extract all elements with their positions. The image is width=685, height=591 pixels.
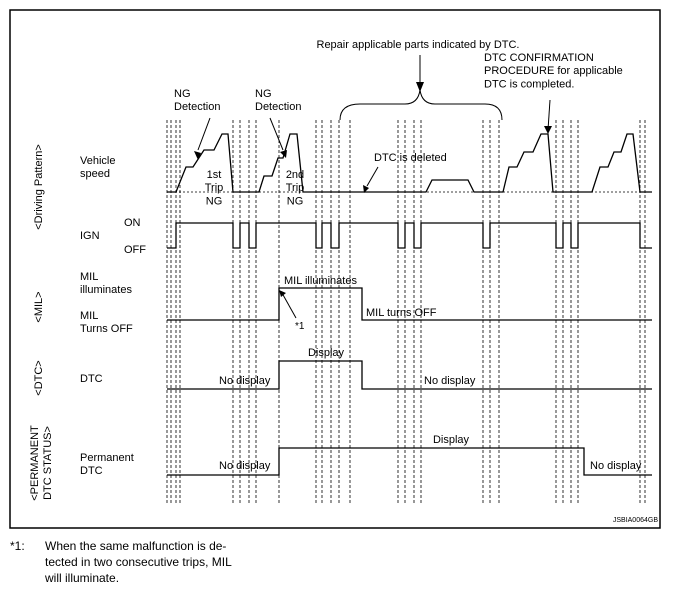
section-driving-pattern: <Driving Pattern>	[33, 144, 45, 230]
confirmation-arrow-shaft	[548, 100, 550, 130]
annotation-permanent-display: Display	[432, 434, 470, 446]
label-ign: IGN	[80, 230, 100, 242]
footnote-marker: *1:	[10, 539, 25, 553]
annotation-asterisk: *1	[295, 321, 305, 332]
annotation-dtc-display: Display	[307, 347, 345, 359]
label-permanent-dtc: Permanent DTC	[80, 452, 134, 478]
annotation-permanent-no-display-1: No display	[219, 460, 271, 472]
annotation-dtc-confirmation: DTC CONFIRMATION PROCEDURE for applicable DTC is completed.	[484, 52, 623, 91]
dtc-deleted-arrow-shaft	[367, 167, 378, 186]
section-permanent-dtc-status: <PERMANENTDTC STATUS>	[29, 425, 55, 501]
repair-arrow-head	[416, 82, 424, 92]
asterisk-pointer	[282, 293, 296, 318]
label-mil-illuminates: MIL illuminates	[80, 271, 132, 297]
ng-arrow-1-shaft	[198, 118, 210, 150]
annotation-trip-1: 1st Trip NG	[204, 169, 224, 208]
footnote	[10, 538, 310, 586]
figure-id: JSBIA0064GB	[612, 517, 658, 524]
asterisk-pointer-head	[279, 290, 286, 297]
section-mil: <MIL>	[33, 291, 45, 323]
annotation-dtc-deleted: DTC is deleted	[374, 152, 447, 164]
annotation-permanent-no-display-2: No display	[590, 460, 642, 472]
section-dtc: <DTC>	[33, 360, 45, 396]
annotation-ng-detection-1: NG Detection	[174, 88, 221, 114]
label-ign-off: OFF	[124, 244, 146, 256]
repair-brace	[340, 90, 502, 120]
annotation-mil-turns-off: MIL turns OFF	[366, 307, 437, 319]
annotation-dtc-no-display-1: No display	[219, 375, 271, 387]
label-mil-turns-off: MIL Turns OFF	[80, 310, 133, 336]
label-ign-on: ON	[124, 217, 141, 229]
annotation-ng-detection-2: NG Detection	[255, 88, 302, 114]
label-vehicle-speed: Vehicle speed	[80, 155, 116, 181]
annotation-trip-2: 2nd Trip NG	[285, 169, 305, 208]
ng-arrow-2-shaft	[270, 118, 283, 150]
label-dtc: DTC	[80, 373, 103, 385]
annotation-dtc-no-display-2: No display	[424, 375, 476, 387]
footnote-text: When the same malfunction is de- tected in two consecutive trips, MIL will illuminate.	[45, 539, 232, 585]
annotation-mil-illuminates: MIL illuminates	[284, 275, 357, 287]
ign-trace	[167, 223, 652, 248]
annotation-repair: Repair applicable parts indicated by DTC.	[316, 39, 520, 51]
confirmation-arrow-head	[544, 126, 552, 134]
